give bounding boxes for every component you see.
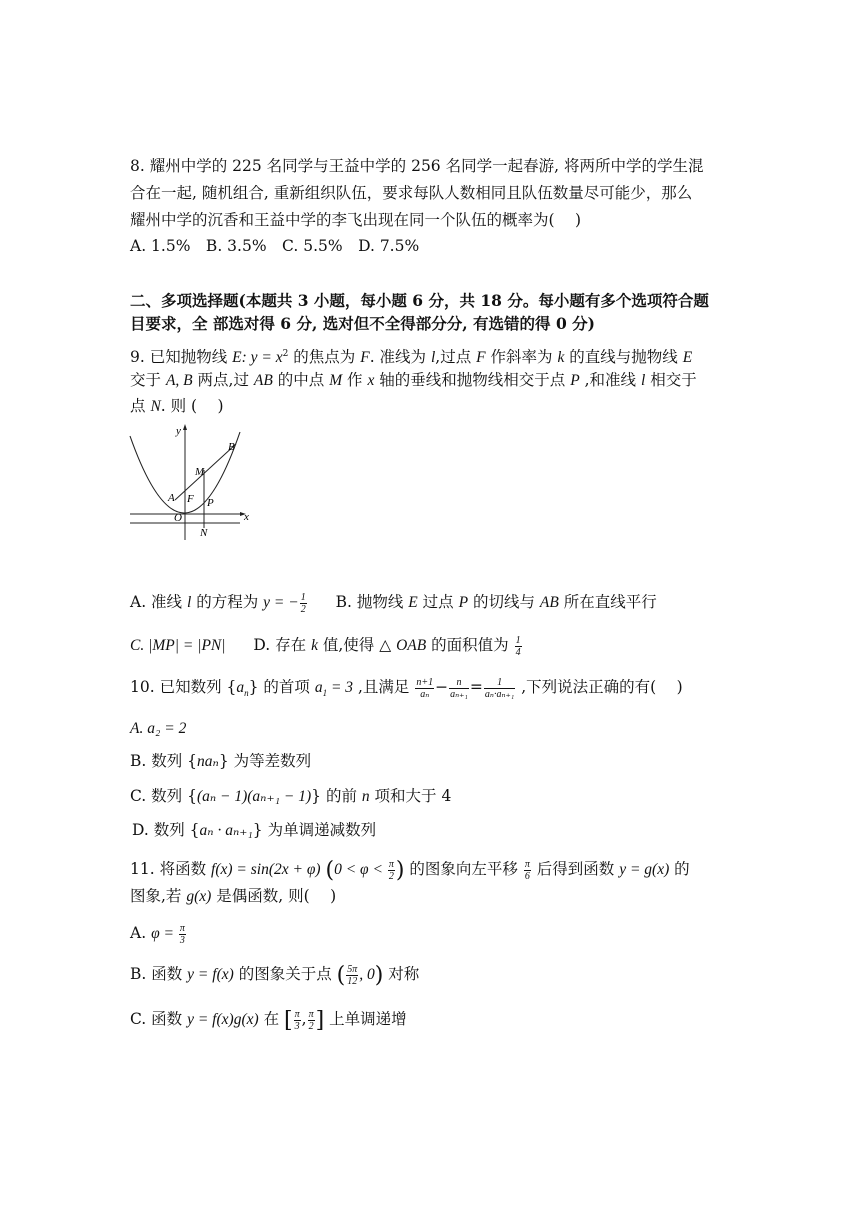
q11-line-1: 11. 将函数 f(x) = sin(2x + φ) (0 < φ < $\frac{\pi}{2}$ ) 的图象向左平移 $\frac{\pi}{6}$ 后得到函数 y = g(x) 的 [130, 858, 690, 883]
q8-line-2: 合在一起, 随机组合, 重新组织队伍，要求每队人数相同且队伍数量尽可能少，那么 [130, 184, 693, 202]
chord-ab [175, 444, 236, 500]
fraction-one-quarter: $\frac{1}{4}$ [515, 634, 521, 658]
q11-option-b: B. 函数 y = f(x) 的图象关于点 ( $\frac{5\pi}{12}$ , 0) 对称 [130, 963, 420, 988]
q10-option-b: B. 数列 {naₙ} 为等差数列 [130, 752, 312, 770]
q10-option-a: A. a₂ = 2 [130, 720, 187, 737]
label-a: A [168, 492, 175, 504]
q8-line-1: 8. 耀州中学的 225 名同学与王益中学的 256 名同学一起春游, 将两所中学的学生混 [130, 157, 704, 175]
fraction-1-over-product: $\frac{1}{\text{aₙ·aₙ₊₁}}$ [484, 676, 515, 700]
q10-option-c: C. 数列 {(aₙ − 1)(aₙ₊₁ − 1)} 的前 n 项和大于 4 [130, 787, 452, 805]
q10-option-d: D. 数列 {aₙ · aₙ₊₁} 为单调递减数列 [132, 821, 377, 839]
fraction-pi-over-2: $\frac{\pi}{2}$ [388, 858, 394, 882]
label-f: F [187, 493, 194, 505]
fraction-n-plus-1-over-an: $\frac{n+1}{\text{aₙ}}$ [416, 676, 434, 700]
q9-line-3: 点 N. 则 ( ) [130, 397, 224, 415]
fraction-pi-over-3: $\frac{\pi}{3}$ [179, 922, 185, 946]
label-b: B [228, 441, 235, 453]
q9-options-cd: C. |MP| = |PN| D. 存在 k 值,使得 △ OAB 的面积值为 $\frac{1}{4}$ [130, 634, 521, 658]
y-axis-arrow [183, 424, 187, 430]
fraction-pi-over-3-interval: $\frac{\pi}{3}$ [294, 1008, 300, 1032]
label-x: x [244, 511, 249, 523]
q8-options: A. 1.5% B. 3.5% C. 5.5% D. 7.5% [130, 237, 420, 255]
parabola-diagram [128, 422, 250, 542]
q11-option-a: A. φ = $\frac{\pi}{3}$ [130, 922, 185, 946]
section2-heading-line-2: 目要求，全 部选对得 6 分, 选对但不全得部分分, 有选错的得 0 分) [130, 314, 595, 333]
fraction-pi-over-2-interval: $\frac{\pi}{2}$ [308, 1008, 314, 1032]
q11-option-c: C. 函数 y = f(x)g(x) 在 [ $\frac{\pi}{3}$ , $\frac{\pi}{2}$ ] 上单调递增 [130, 1008, 407, 1033]
q9-line-2: 交于 A, B 两点,过 AB 的中点 M 作 x 轴的垂线和抛物线相交于点 P ,和准线 l 相交于 [130, 371, 697, 389]
fraction-5pi-over-12: $\frac{5\pi}{12}$ [347, 963, 358, 987]
fraction-pi-over-6: $\frac{\pi}{6}$ [524, 858, 530, 882]
q10-line-1: 10. 已知数列 $\{a_n\}$ 的首项 $a_1 = 3$ ,且满足 $\frac{n+1}{\text{aₙ}}$ − $\frac{n}{\text{aₙ₊₁}}$ = $\frac{1}{\text{aₙ·aₙ₊₁}}$ ,下列说法正确的有( ) [130, 676, 683, 700]
label-m: M [195, 466, 205, 478]
section2-heading-line-1: 二、多项选择题(本题共 3 小题，每小题 6 分，共 18 分。每小题有多个选项符合题 [130, 291, 709, 310]
fraction-n-over-an1: $\frac{n}{\text{aₙ₊₁}}$ [450, 676, 468, 700]
label-p: P [207, 497, 214, 509]
q11-line-2: 图象,若 g(x) 是偶函数, 则( ) [130, 887, 337, 905]
fraction-one-half: $\frac{1}{2}$ [300, 591, 306, 615]
q8-line-3: 耀州中学的沉香和王益中学的李飞出现在同一个队伍的概率为( ) [130, 211, 582, 229]
label-y: y [176, 425, 181, 437]
q9-options-ab: A. 准线 l 的方程为 y = − $\frac{1}{2}$ B. 抛物线 E 过点 P 的切线与 AB 所在直线平行 [130, 591, 657, 615]
q9-line-1: 9. 已知抛物线 E: $y = x^2$ 的焦点为 F. 准线为 l,过点 F 作斜率为 k 的直线与抛物线 E [130, 348, 693, 367]
label-o: O [174, 512, 182, 524]
label-n: N [200, 527, 208, 539]
